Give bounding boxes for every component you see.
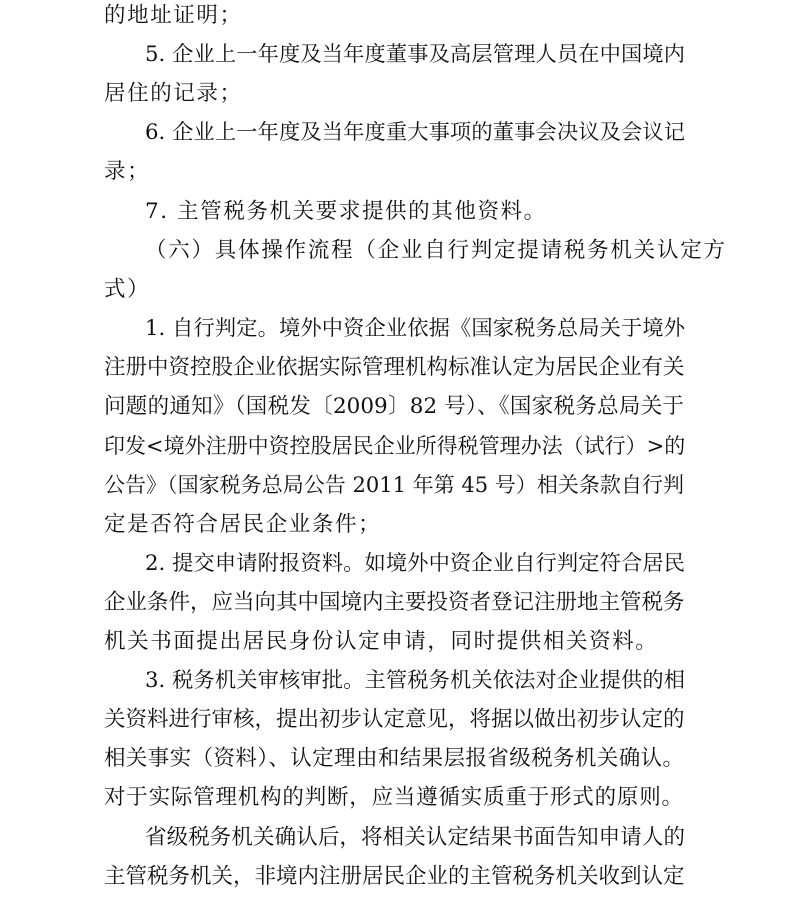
text-line: 相关事实（资料）、认定理由和结果层报省级税务机关确认。 <box>104 746 684 771</box>
text-line: 机关书面提出居民身份认定申请，同时提供相关资料。 <box>104 629 659 654</box>
text-line: 关资料进行审核，提出初步认定意见，将据以做出初步认定的 <box>104 707 685 732</box>
text-line: 1. 自行判定。境外中资企业依据《国家税务总局关于境外 <box>145 316 685 341</box>
text-line: 公告》（国家税务总局公告 2011 年第 45 号）相关条款自行判 <box>104 473 684 497</box>
text-line: 印发<境外注册中资控股居民企业所得税管理办法（试行）>的 <box>104 434 686 458</box>
text-line: 企业条件，应当向其中国境内主要投资者登记注册地主管税务 <box>104 590 685 615</box>
text-line: 录； <box>104 159 151 184</box>
text-line: 问题的通知》（国税发〔2009〕82 号）、《国家税务总局关于 <box>104 394 684 419</box>
section-heading-continuation: 式） <box>104 277 151 302</box>
text-line: 3. 税务机关审核审批。主管税务机关依法对企业提供的相 <box>145 668 685 693</box>
text-line: 定是否符合居民企业条件； <box>104 512 382 537</box>
text-line: 7. 主管税务机关要求提供的其他资料。 <box>145 199 547 224</box>
text-line: 5. 企业上一年度及当年度董事及高层管理人员在中国境内 <box>145 42 685 67</box>
text-line: 注册中资控股企业依据实际管理机构标准认定为居民企业有关 <box>104 355 685 380</box>
text-line: 6. 企业上一年度及当年度重大事项的董事会决议及会议记 <box>145 120 685 145</box>
text-line: 居住的记录； <box>104 81 243 106</box>
text-line: 对于实际管理机构的判断，应当遵循实质重于形式的原则。 <box>104 785 684 810</box>
text-line: 主管税务机关，非境内注册居民企业的主管税务机关收到认定 <box>104 864 685 889</box>
section-heading: （六）具体操作流程（企业自行判定提请税务机关认定方 <box>145 238 725 263</box>
text-line: 的地址证明； <box>104 3 243 28</box>
text-line: 省级税务机关确认后，将相关认定结果书面告知申请人的 <box>145 825 685 850</box>
text-line: 2. 提交申请附报资料。如境外中资企业自行判定符合居民 <box>145 551 685 576</box>
